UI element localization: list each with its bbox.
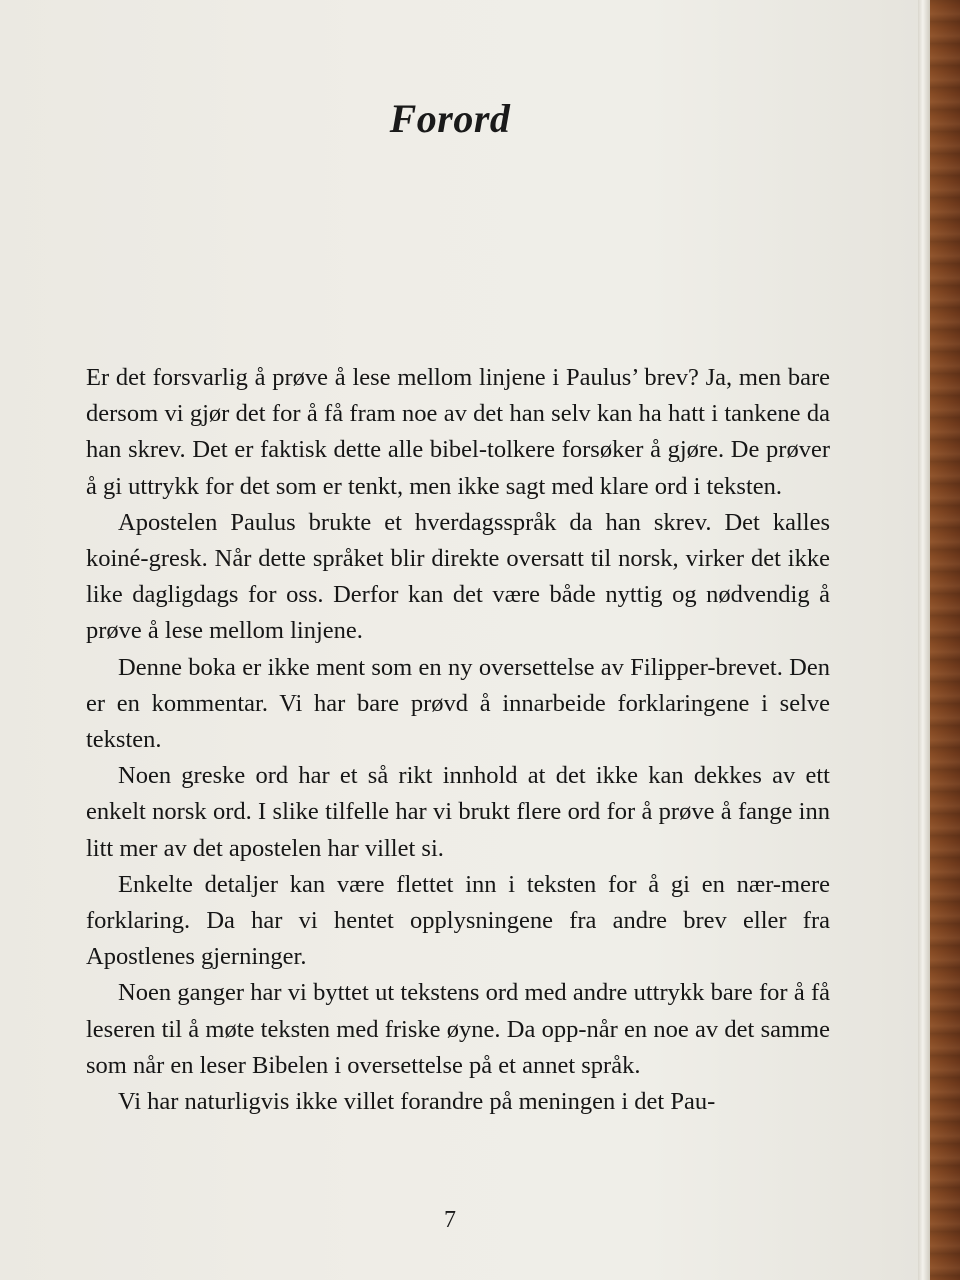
paragraph-4: Noen greske ord har et så rikt innhold at det ikke kan dekkes av ett enkelt norsk ord. I slike tilfelle har vi brukt flere ord for å prøve å fange inn litt mer av det apostelen har villet si.: [86, 762, 830, 862]
page-edge: [918, 0, 930, 1280]
page-number: 7: [444, 1207, 456, 1233]
paragraph-5: Enkelte detaljer kan være flettet inn i teksten for å gi en nær-mere forklaring. Da har vi hentet opplysningene fra andre brev eller fra Apostlenes gjerninger.: [86, 870, 830, 971]
paragraph-3: Denne boka er ikke ment som en ny oversettelse av Filipper-brevet. Den er en kommentar. Vi har bare prøvd å innarbeide forklaringene i selve teksten.: [86, 653, 830, 754]
paragraph-1: Er det forsvarlig å prøve å lese mellom linjene i Paulus’ brev? Ja, men bare dersom vi gjør det for å få fram noe av det han selv kan ha hatt i tankene da han skrev. Det er faktisk dette alle bibel-tolkere forsøker å gjøre. De prøver å gi uttrykk for det som er tenkt, men ikke sagt med klare ord i teksten.: [86, 364, 830, 500]
body-text: [86, 360, 830, 1120]
paragraph-7: Vi har naturligvis ikke villet forandre på meningen i det Pau-: [118, 1088, 716, 1116]
show-through-text: [95, 52, 835, 89]
paragraph-2: Apostelen Paulus brukte et hverdagsspråk da han skrev. Det kalles koiné-gresk. Når dette språket blir direkte oversatt til norsk, virker det ikke like dagligdags for oss. Derfor kan det være både nyttig og nødvendig å prøve å lese mellom linjene.: [86, 508, 830, 645]
page-title: Forord: [389, 96, 511, 141]
paragraph-6: Noen ganger har vi byttet ut tekstens ord med andre uttrykk bare for å få leseren til å møte teksten med friske øyne. Da opp-når en noe av det samme som når en leser Bibelen i oversettelse på et annet språk.: [86, 979, 830, 1079]
